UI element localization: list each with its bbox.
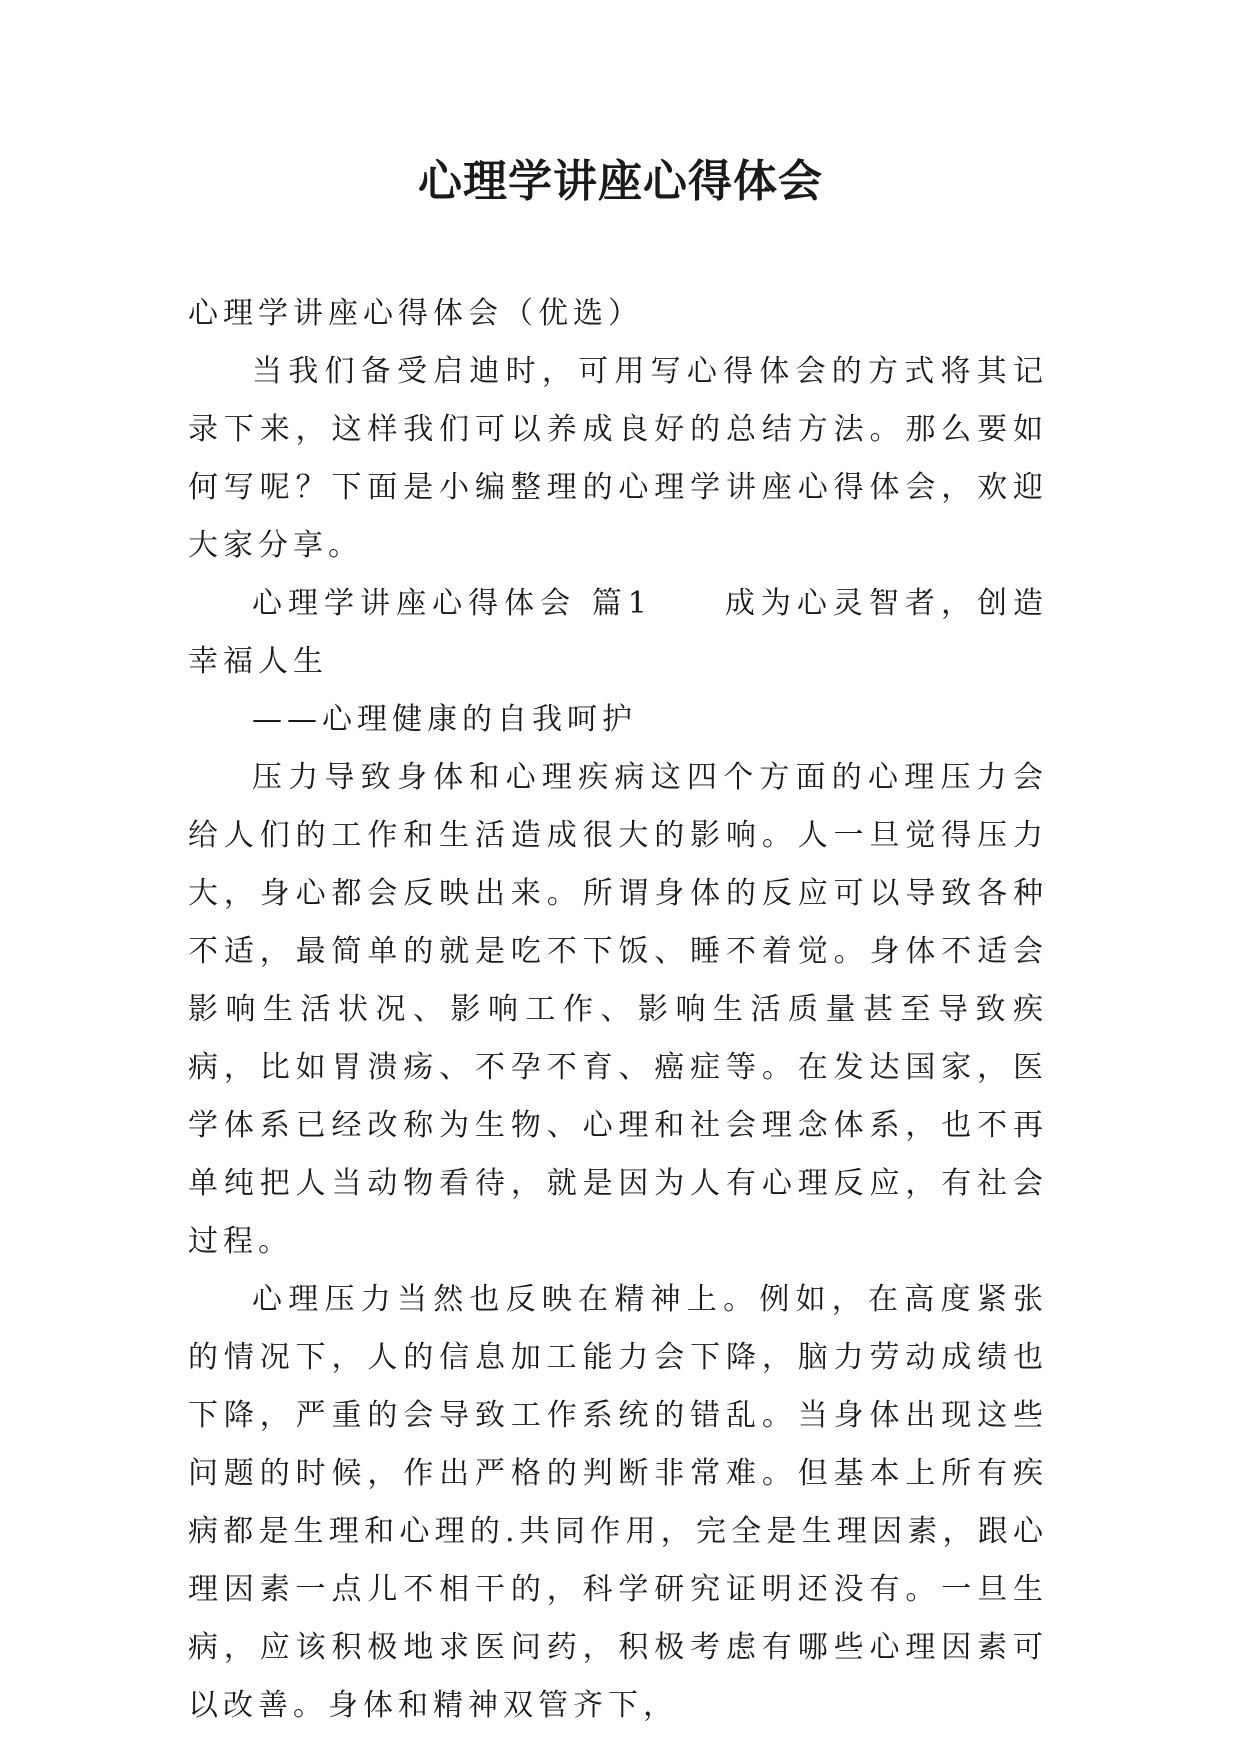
- document-subtitle: 心理学讲座心得体会（优选）: [188, 296, 643, 331]
- paragraph-body-2: 心理压力当然也反映在精神上。例如，在高度紧张的情况下，人的信息加工能力会下降，脑力劳动成绩也下降，严重的会导致工作系统的错乱。当身体出现这些问题的时候，作出严格的判断非常难。但基本上所有疾病都是生理和心理的.共同作用，完全是生理因素，跟心理因素一点儿不相干的，科学研究证明还没有。一旦生病，应该积极地求医问药，积极考虑有哪些心理因素可以改善。身体和精神双管齐下，: [188, 1282, 1048, 1723]
- paragraph-section-heading: 心理学讲座心得体会 篇1 成为心灵智者，创造幸福人生: [188, 586, 1048, 679]
- paragraph-intro: 当我们备受启迪时，可用写心得体会的方式将其记录下来，这样我们可以养成良好的总结方法。那么要如何写呢？下面是小编整理的心理学讲座心得体会，欢迎大家分享。: [188, 354, 1048, 563]
- paragraph-body-1: 压力导致身体和心理疾病这四个方面的心理压力会给人们的工作和生活造成很大的影响。人一旦觉得压力大，身心都会反映出来。所谓身体的反应可以导致各种不适，最简单的就是吃不下饭、睡不着觉。身体不适会影响生活状况、影响工作、影响生活质量甚至导致疾病，比如胃溃疡、不孕不育、癌症等。在发达国家，医学体系已经改称为生物、心理和社会理念体系，也不再单纯把人当动物看待，就是因为人有心理反应，有社会过程。: [188, 760, 1048, 1259]
- document-title: 心理学讲座心得体会: [418, 156, 823, 207]
- paragraph-section-subheading: ——心理健康的自我呵护: [252, 702, 637, 737]
- document-body: [188, 285, 1048, 1735]
